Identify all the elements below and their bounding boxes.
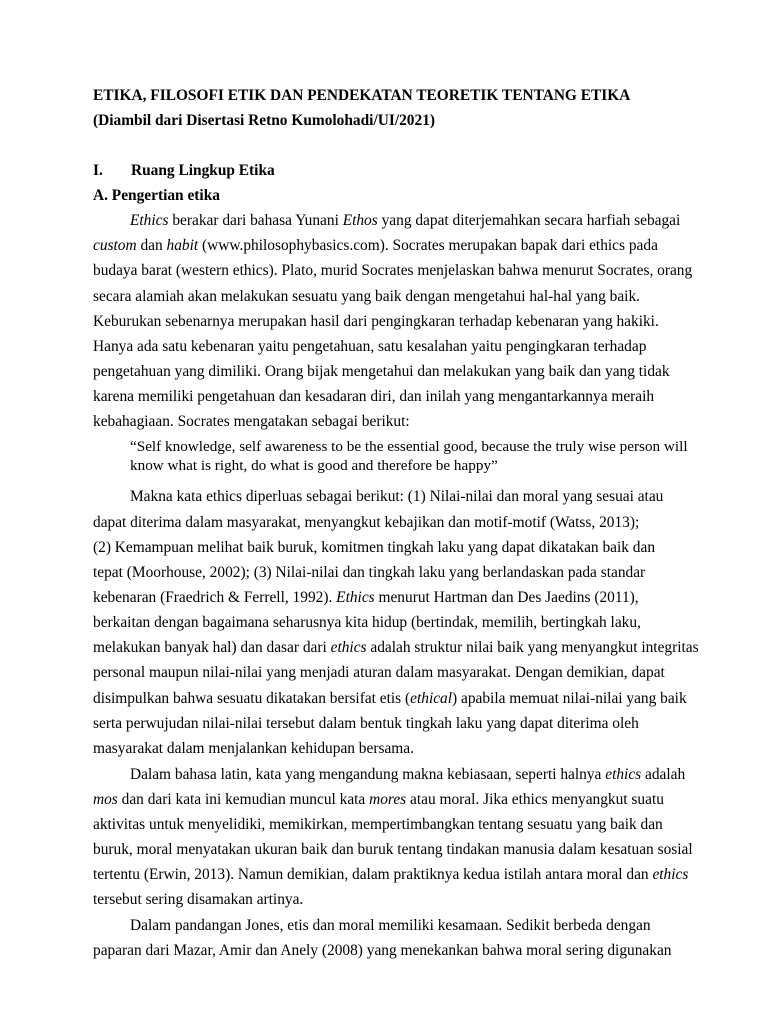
text-run: kebahagiaan. Socrates mengatakan sebagai berikut: [93,413,410,430]
paragraph-line [93,412,410,432]
paragraph-line [93,739,414,759]
paragraph-line [93,613,641,633]
paragraph-line [93,563,645,583]
section-heading-text: Ruang Lingkup Etika [131,162,275,179]
italic-term: habit [166,237,199,254]
paragraph-line [93,663,665,683]
text-run: know what is right, do what is good and therefore be happy” [130,457,498,474]
italic-term: custom [93,237,137,254]
paragraph-line [93,337,646,357]
document-title: ETIKA, FILOSOFI ETIK DAN PENDEKATAN TEORETIK TENTANG ETIKA [93,87,631,104]
text-run: aktivitas untuk menyelidiki, memikirkan, mempertimbangkan tentang sesuatu yang baik dan [93,816,663,833]
paragraph-line [130,487,663,507]
text-run: berkaitan dengan bagaimana seharusnya kita hidup (bertindak, memilih, bertingkah laku, [93,614,641,631]
text-run: ) apabila memuat nilai-nilai yang baik [452,690,687,707]
subsection-heading: A. Pengertian etika [93,187,220,204]
paragraph-line [93,362,670,382]
section-number: I. [93,162,103,179]
paragraph-line [93,689,687,709]
paragraph-line [93,261,692,281]
text-run: menurut Hartman dan Des Jaedins (2011), [374,589,639,606]
text-run: pengetahuan yang dimiliki. Orang bijak mengetahui dan melakukan yang baik dan yang tidak [93,363,670,380]
italic-term: ethics [330,639,367,656]
paragraph-line [93,638,699,658]
paragraph-line [93,941,671,961]
text-run: Keburukan sebenarnya merupakan hasil dari pengingkaran terhadap kebenaran yang hakiki. [93,313,659,330]
text-run: tersebut sering disamakan artinya. [93,891,304,908]
text-run: serta perwujudan nilai-nilai tersebut dalam bentuk tingkah laku yang dapat diterima oleh [93,715,639,732]
text-run: atau moral. Jika ethics menyangkut suatu [406,791,664,808]
italic-term: Ethics [336,589,375,606]
italic-term: mores [369,791,407,808]
quote-line [130,437,688,457]
paragraph-line [93,538,655,558]
text-run: tepat (Moorhouse, 2002); (3) Nilai-nilai dan tingkah laku yang berlandaskan pada standar [93,564,646,581]
text-run: dapat diterima dalam masyarakat, menyangkut kebajikan dan motif-motif (Watss, 2013); [93,514,640,531]
text-run: buruk, moral menyatakan ukuran baik dan buruk tentang tindakan manusia dalam kesatuan sosial [93,841,693,858]
text-run: disimpulkan bahwa sesuatu dikatakan bersifat etis ( [93,690,411,707]
paragraph-line [93,513,639,533]
text-run: paparan dari Mazar, Amir dan Anely (2008) yang menekankan bahwa moral sering digunakan [93,942,672,959]
section-heading [93,161,275,181]
paragraph-line [93,790,664,810]
text-run: personal maupun nilai-nilai yang menjadi aturan dalam masyarakat. Dengan demikian, dapat [93,664,665,681]
paragraph-line [93,387,654,407]
paragraph-line [93,890,303,910]
quote-line [130,456,498,476]
italic-term: Ethos [342,212,378,229]
paragraph-line [93,840,693,860]
text-run: budaya barat (western ethics). Plato, murid Socrates menjelaskan bahwa menurut Socrates, orang [93,262,693,279]
paragraph-line [93,815,663,835]
italic-term: ethical [410,690,453,707]
text-run: adalah [641,766,686,783]
text-run: adalah struktur nilai baik yang menyangkut integritas [366,639,699,656]
text-run: yang dapat diterjemahkan secara harfiah sebagai [377,212,681,229]
italic-term: ethics [605,766,642,783]
paragraph-line [93,236,658,256]
text-run: karena memiliki pengetahuan dan kesadaran diri, dan inilah yang mengantarkannya meraih [93,388,655,405]
text-run: Dalam bahasa latin, kata yang mengandung makna kebiasaan, seperti halnya [130,766,606,783]
paragraph-line [93,312,659,332]
italic-term: ethics [652,866,689,883]
paragraph-line [130,916,651,936]
text-run: dan dari kata ini kemudian muncul kata [117,791,370,808]
paragraph-line [93,865,688,885]
text-run: (2) Kemampuan melihat baik buruk, komitmen tingkah laku yang dapat dikatakan baik dan [93,539,656,556]
text-run: “Self knowledge, self awareness to be the essential good, because the truly wise person will [130,438,688,455]
text-run: kebenaran (Fraedrich & Ferrell, 1992). [93,589,337,606]
text-run: (www.philosophybasics.com). Socrates merupakan bapak dari ethics pada [198,237,658,254]
italic-term: Ethics [130,212,169,229]
text-run: secara alamiah akan melakukan sesuatu yang baik dengan mengetahui hal-hal yang baik. [93,288,641,305]
paragraph-line [93,588,639,608]
text-run: dan [136,237,167,254]
paragraph-line [93,287,640,307]
text-run: berakar dari bahasa Yunani [168,212,343,229]
document-subtitle: (Diambil dari Disertasi Retno Kumolohadi/UI/2021) [93,112,436,129]
text-run: Dalam pandangan Jones, etis dan moral memiliki kesamaan. Sedikit berbeda dengan [130,917,651,934]
text-run: tertentu (Erwin, 2013). Namun demikian, dalam praktiknya kedua istilah antara moral dan [93,866,653,883]
text-run: melakukan banyak hal) dan dasar dari [93,639,331,656]
paragraph-line [130,211,680,231]
text-run: masyarakat dalam menjalankan kehidupan bersama. [93,740,414,757]
paragraph-line [130,765,685,785]
paragraph-line [93,714,639,734]
text-run: Makna kata ethics diperluas sebagai berikut: (1) Nilai-nilai dan moral yang sesuai atau [130,488,664,505]
italic-term: mos [93,791,118,808]
text-run: Hanya ada satu kebenaran yaitu pengetahuan, satu kesalahan yaitu pengingkaran terhadap [93,338,647,355]
